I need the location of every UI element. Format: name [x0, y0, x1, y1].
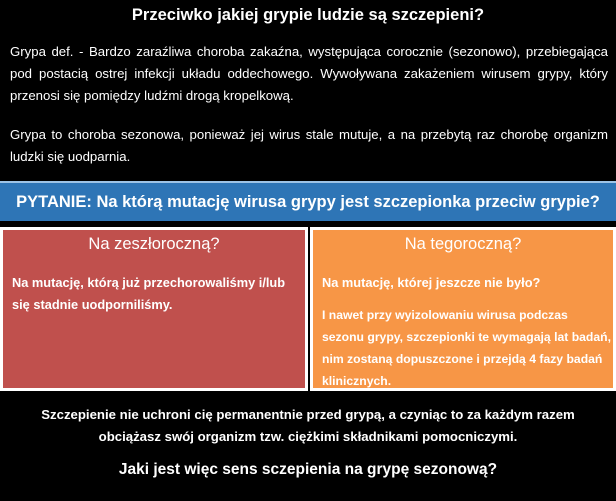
last-year-panel — [0, 227, 308, 391]
footer-question: Jaki jest więc sens sczepienia na grypę sezonową? — [118, 461, 498, 478]
this-year-details: I nawet przy wyizolowaniu wirusa podczas sezonu grypy, szczepionki te wymagają lat badań, nim zostaną dopuszczone i przejdą 4 fazy badań klinicznych. — [322, 308, 611, 388]
this-year-panel — [310, 227, 616, 391]
this-year-header: Na tegoroczną? — [404, 235, 522, 253]
last-year-header: Na zeszłoroczną? — [88, 235, 220, 253]
definition-paragraph: Grypa def. - Bardzo zaraźliwa choroba zakaźna, występująca corocznie (sezonowo), przebiegająca pod postacią ostrej infekcji układu oddechowego. Wywoływana zakażeniem wirusem grypy, który przenosi się pomiędzy ludźmi drogą kropelkową. — [10, 44, 608, 103]
this-year-text: Na mutację, której jeszcze nie było? — [322, 275, 541, 290]
last-year-text: Na mutację, którą już przechorowaliśmy i/lub się stadnie uodporniliśmy. — [12, 275, 286, 312]
question-text: PYTANIE: Na którą mutację wirusa grypy jest szczepionka przeciw grypie? — [16, 192, 600, 211]
footer-statement: Szczepienie nie uchroni cię permanentnie przed grypą, a czyniąc to za każdym razem obciążasz swój organizm tzw. ciężkimi składnikami pomocniczymi. — [41, 407, 575, 444]
seasonal-paragraph: Grypa to choroba sezonowa, ponieważ jej wirus stale mutuje, a na przebytą raz chorobę organizm ludzki się uodparnia. — [10, 127, 608, 164]
page-title: Przeciwko jakiej grypie ludzie są szczepieni? — [131, 6, 485, 24]
question-banner — [0, 181, 616, 221]
